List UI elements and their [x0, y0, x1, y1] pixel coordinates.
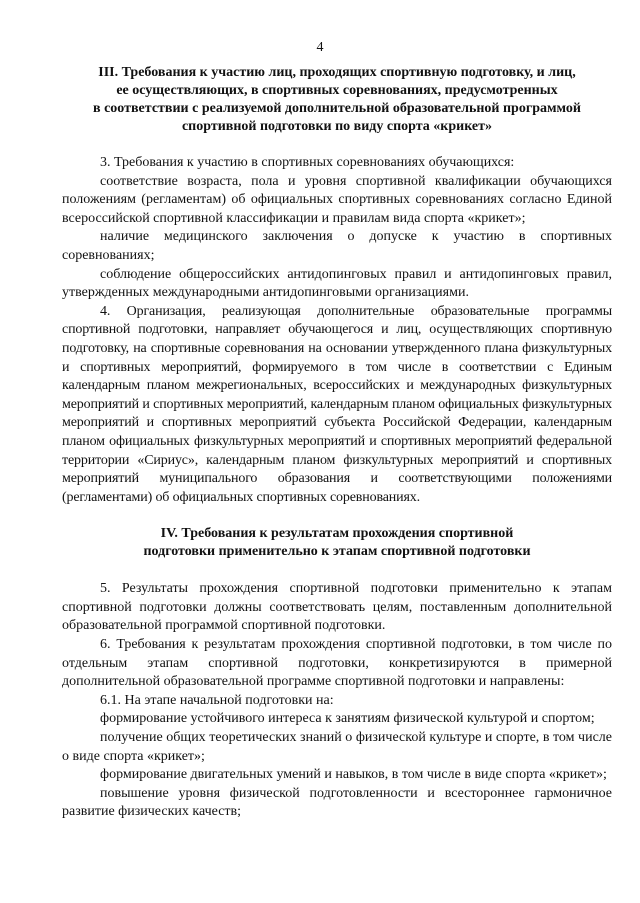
section-4-heading-line: IV. Требования к результатам прохождения спортивной	[160, 526, 514, 542]
section-4-heading	[62, 525, 612, 561]
paragraph-physical-fitness: повышение уровня физической подготовленности и всестороннее гармоничное развитие физических качеств;	[62, 785, 612, 820]
paragraph-3-medical-requirement: наличие медицинского заключения о допуске к участию в спортивных соревнованиях;	[62, 229, 612, 263]
section-3-heading	[62, 64, 612, 136]
paragraph-motor-skills: формирование двигательных умений и навыков, в том числе в виде спорта «крикет»;	[100, 767, 607, 783]
paragraph-3-intro: 3. Требования к участию в спортивных соревнованиях обучающихся:	[100, 155, 515, 170]
document-body	[62, 64, 612, 822]
paragraph-3-age-requirement: соответствие возраста, пола и уровня спортивной квалификации обучающихся положениям (регламентам) об официальных спортивных соревнованиях согласно Единой всероссийской спортивной классификации и правилам вида спорта «крикет»;	[62, 173, 612, 226]
paragraph-5-results: 5. Результаты прохождения спортивной подготовки применительно к этапам спортивной подготовки должны соответствовать целям, поставленным дополнительной образовательной программой спортивной подготовки.	[62, 581, 612, 634]
paragraph-theoretical-knowledge: получение общих теоретических знаний о физической культуре и спорте, в том числе о виде спорта «крикет»;	[62, 730, 612, 764]
section-3-heading-line: III. Требования к участию лиц, проходящих спортивную подготовку, и лиц,	[98, 65, 576, 80]
section-3-heading-line: спортивной подготовки по виду спорта «крикет»	[181, 119, 493, 134]
paragraph-4-organization: 4. Организация, реализующая дополнительные образовательные программы спортивной подготовки, направляет обучающегося и лиц, осуществляющих спортивную подготовку, на спортивные соревнования на основании утвержденного плана физкультурных и спортивных мероприятий, формируемого в том числе в соответствии с Единым календарным планом межрегиональных, всероссийских и международных физкультурных мероприятий и спортивных мероприятий, календарным планом официальных физкультурных мероприятий и спортивных мероприятий субъекта Российской Федерации, календарным планом официальных физкультурных мероприятий и спортивных мероприятий федеральной территории «Сириус», календарным планом физкультурных мероприятий и спортивных мероприятий муниципального образования и соответствующими положениями (регламентами) об официальных спортивных соревнованиях.	[62, 303, 612, 505]
page-number: 4	[316, 40, 324, 55]
section-4-heading-line: подготовки применительно к этапам спортивной подготовки	[143, 544, 531, 560]
paragraph-interest-formation: формирование устойчивого интереса к занятиям физической культурой и спортом;	[100, 711, 595, 727]
paragraph-6-requirements: 6. Требования к результатам прохождения спортивной подготовки, в том числе по отдельным этапам спортивной подготовки, конкретизируются в примерной дополнительной образовательной программе спортивной подготовки и направлены:	[62, 637, 612, 690]
section-3-heading-line: в соответствии с реализуемой дополнительной образовательной программой	[93, 101, 581, 116]
paragraph-3-antidoping-requirement: соблюдение общероссийских антидопинговых правил и антидопинговых правил, утвержденных международными антидопинговыми организациями.	[62, 266, 612, 301]
paragraph-6-1-initial-stage: 6.1. На этапе начальной подготовки на:	[100, 692, 334, 708]
section-3-heading-line: ее осуществляющих, в спортивных соревнованиях, предусмотренных	[116, 83, 558, 98]
